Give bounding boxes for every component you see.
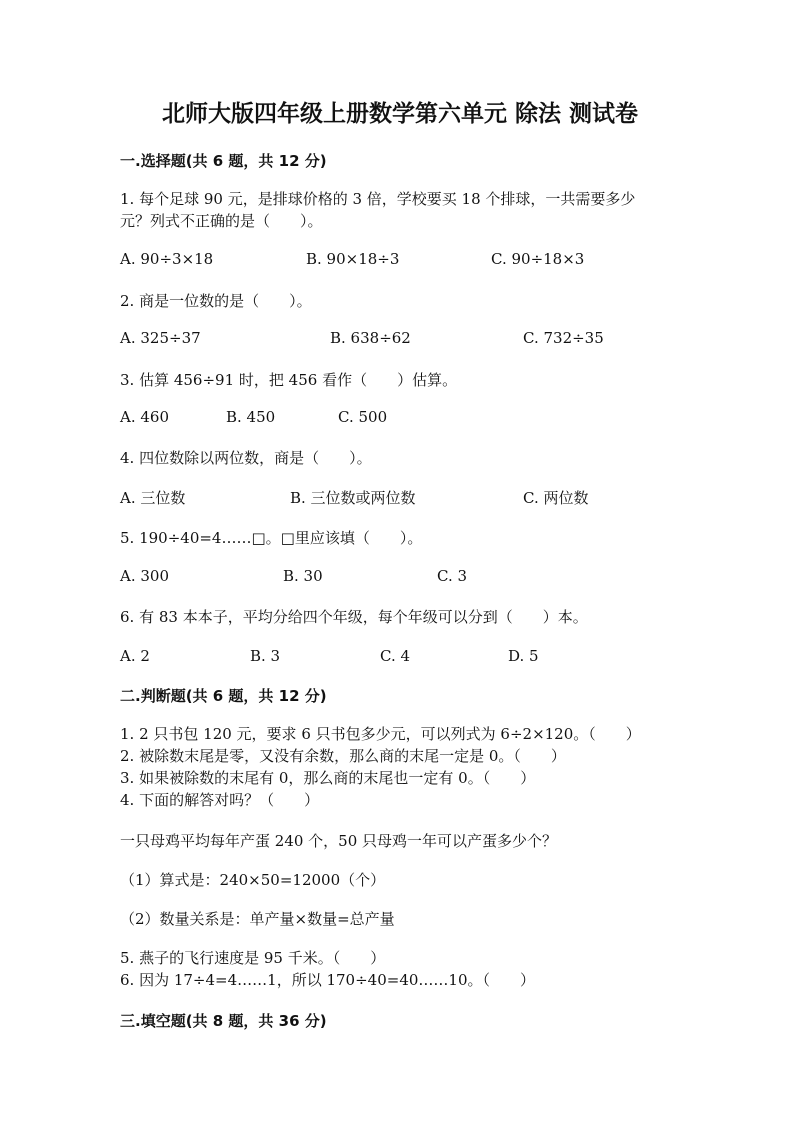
solution-step: （2）数量关系是：单产量×数量=总产量: [120, 910, 395, 928]
option-a: A. 三位数: [120, 489, 186, 507]
judgement-item: 4. 下面的解答对吗？（ ）: [120, 791, 320, 809]
question-text: 2. 商是一位数的是（ ）。: [120, 292, 312, 310]
option-b: B. 三位数或两位数: [290, 489, 416, 507]
option-c: C. 732÷35: [523, 329, 604, 347]
solution-step: （1）算式是：240×50=12000（个）: [120, 871, 386, 889]
judgement-item: 5. 燕子的飞行速度是 95 千米。（ ）: [120, 949, 386, 967]
option-a: A. 2: [120, 647, 150, 665]
judgement-item: 3. 如果被除数的末尾有 0，那么商的末尾也一定有 0。（ ）: [120, 769, 536, 787]
question-text: 3. 估算 456÷91 时，把 456 看作（ ）估算。: [120, 371, 458, 389]
option-a: A. 90÷3×18: [120, 250, 214, 268]
section-heading-choice: 一.选择题(共 6 题，共 12 分): [120, 152, 327, 170]
option-b: B. 30: [283, 567, 323, 585]
page-title: 北师大版四年级上册数学第六单元 除法 测试卷: [161, 101, 638, 127]
option-c: C. 两位数: [523, 489, 589, 507]
question-text: 元？列式不正确的是（ ）。: [120, 212, 323, 230]
section-heading-fill-blank: 三.填空题(共 8 题，共 36 分): [120, 1012, 327, 1030]
option-b: B. 90×18÷3: [306, 250, 400, 268]
question-text: 4. 四位数除以两位数，商是（ ）。: [120, 449, 372, 467]
judgement-item: 1. 2 只书包 120 元，要求 6 只书包多少元，可以列式为 6÷2×120。（ ）: [120, 725, 641, 743]
option-b: B. 638÷62: [330, 329, 411, 347]
option-b: B. 3: [250, 647, 281, 665]
judgement-item: 2. 被除数末尾是零，又没有余数，那么商的末尾一定是 0。（ ）: [120, 747, 566, 765]
option-d: D. 5: [508, 647, 539, 665]
option-c: C. 3: [437, 567, 468, 585]
judgement-item: 6. 因为 17÷4=4……1，所以 170÷40=40……10。（ ）: [120, 971, 535, 989]
option-a: A. 325÷37: [120, 329, 201, 347]
question-text: 6. 有 83 本本子，平均分给四个年级，每个年级可以分到（ ）本。: [120, 608, 588, 626]
option-b: B. 450: [226, 408, 276, 426]
option-c: C. 90÷18×3: [491, 250, 585, 268]
option-c: C. 500: [338, 408, 388, 426]
problem-text: 一只母鸡平均每年产蛋 240 个，50 只母鸡一年可以产蛋多少个？: [120, 832, 558, 850]
option-a: A. 300: [120, 567, 169, 585]
question-text: 1. 每个足球 90 元，是排球价格的 3 倍，学校要买 18 个排球，一共需要多少: [120, 190, 636, 208]
question-text: 5. 190÷40=4……□。□里应该填（ ）。: [120, 529, 423, 547]
option-a: A. 460: [120, 408, 169, 426]
section-heading-judgement: 二.判断题(共 6 题，共 12 分): [120, 687, 327, 705]
option-c: C. 4: [380, 647, 411, 665]
